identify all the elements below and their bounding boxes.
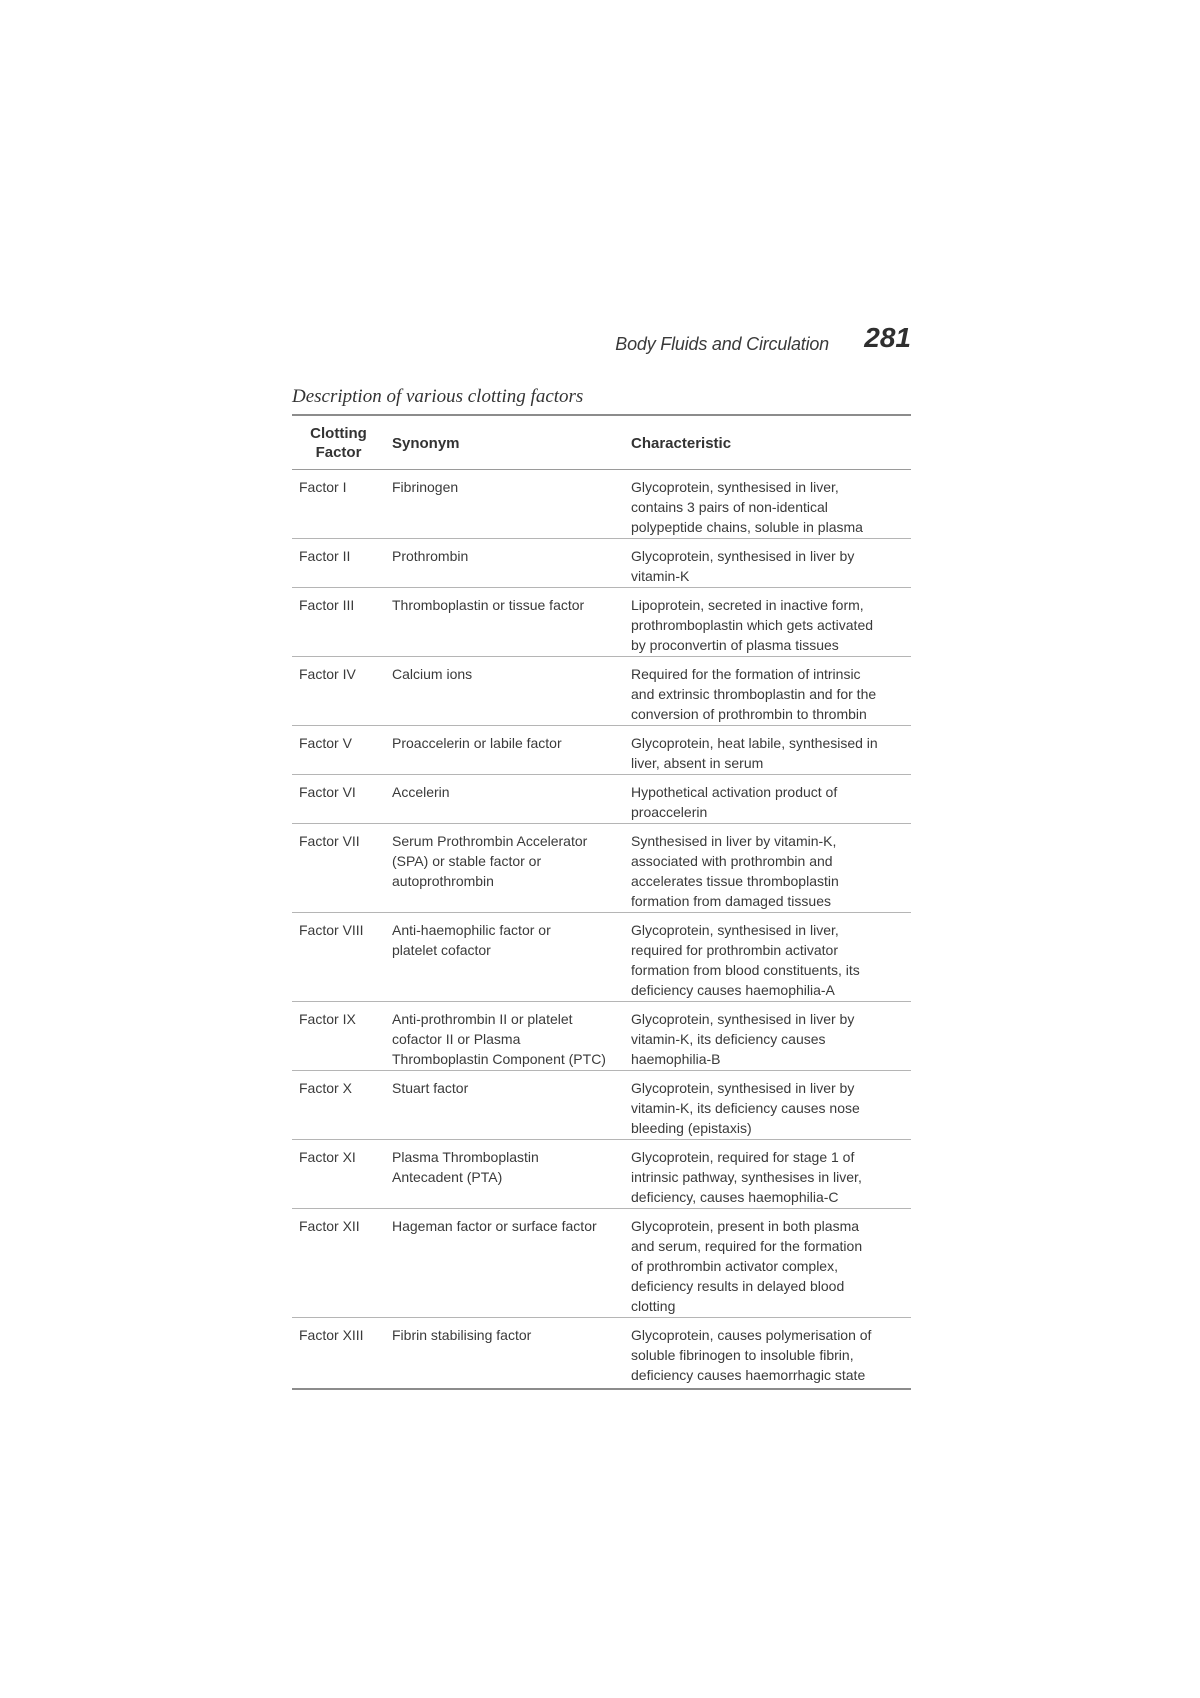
- characteristic-line: formation from blood constituents, its: [631, 962, 860, 978]
- page-header: [292, 322, 911, 362]
- characteristic-line: Glycoprotein, present in both plasma: [631, 1218, 860, 1234]
- cell-clotting-factor: Factor IX: [292, 1002, 385, 1071]
- table-row: [292, 588, 911, 657]
- cell-characteristic: [624, 539, 911, 588]
- characteristic-line: vitamin-K, its deficiency causes: [631, 1031, 826, 1047]
- cell-synonym: [385, 1318, 624, 1390]
- header-clotting-factor: [292, 415, 385, 470]
- header-synonym: Synonym: [385, 415, 624, 470]
- synonym-line: Anti-prothrombin II or platelet: [392, 1011, 573, 1027]
- synonym-line: Antecadent (PTA): [392, 1169, 503, 1185]
- table-caption: Description of various clotting factors: [292, 386, 584, 407]
- cell-synonym: [385, 726, 624, 775]
- characteristic-line: Glycoprotein, synthesised in liver by: [631, 548, 855, 564]
- synonym-line: Plasma Thromboplastin: [392, 1149, 539, 1165]
- cell-characteristic: [624, 726, 911, 775]
- cell-characteristic: [624, 1209, 911, 1318]
- running-title: Body Fluids and Circulation: [615, 334, 829, 354]
- synonym-line: Anti-haemophilic factor or: [392, 922, 551, 938]
- cell-clotting-factor: Factor V: [292, 726, 385, 775]
- cell-clotting-factor: Factor IV: [292, 657, 385, 726]
- synonym-line: Stuart factor: [392, 1080, 469, 1096]
- characteristic-line: Glycoprotein, synthesised in liver,: [631, 922, 839, 938]
- synonym-line: cofactor II or Plasma: [392, 1031, 521, 1047]
- characteristic-line: vitamin-K, its deficiency causes nose: [631, 1100, 860, 1116]
- characteristic-line: deficiency results in delayed blood: [631, 1278, 845, 1294]
- characteristic-line: Glycoprotein, required for stage 1 of: [631, 1149, 855, 1165]
- cell-synonym: [385, 913, 624, 1002]
- characteristic-line: Glycoprotein, synthesised in liver,: [631, 479, 839, 495]
- cell-clotting-factor: Factor X: [292, 1071, 385, 1140]
- cell-synonym: [385, 657, 624, 726]
- page-number: 281: [864, 322, 911, 353]
- characteristic-line: contains 3 pairs of non-identical: [631, 499, 828, 515]
- characteristic-line: polypeptide chains, soluble in plasma: [631, 519, 863, 535]
- cell-clotting-factor: Factor VI: [292, 775, 385, 824]
- synonym-line: Fibrinogen: [392, 479, 459, 495]
- characteristic-line: required for prothrombin activator: [631, 942, 838, 958]
- cell-characteristic: [624, 588, 911, 657]
- synonym-line: Thromboplastin or tissue factor: [392, 597, 585, 613]
- table-body: [292, 470, 911, 1390]
- table-row: [292, 1209, 911, 1318]
- header-clotting-factor-line1: Clotting: [310, 425, 367, 442]
- synonym-line: Accelerin: [392, 784, 450, 800]
- cell-characteristic: [624, 824, 911, 913]
- characteristic-line: and extrinsic thromboplastin and for the: [631, 686, 877, 702]
- synonym-line: Fibrin stabilising factor: [392, 1327, 532, 1343]
- characteristic-line: clotting: [631, 1298, 676, 1314]
- characteristic-line: liver, absent in serum: [631, 755, 764, 771]
- header-characteristic: Characteristic: [624, 415, 911, 470]
- characteristic-line: deficiency causes haemophilia-A: [631, 982, 835, 998]
- cell-clotting-factor: Factor III: [292, 588, 385, 657]
- characteristic-line: Required for the formation of intrinsic: [631, 666, 861, 682]
- table-row: [292, 824, 911, 913]
- table-row: [292, 657, 911, 726]
- characteristic-line: formation from damaged tissues: [631, 893, 831, 909]
- cell-synonym: [385, 470, 624, 539]
- synonym-line: Proaccelerin or labile factor: [392, 735, 562, 751]
- table-row: [292, 726, 911, 775]
- synonym-line: Hageman factor or surface factor: [392, 1218, 597, 1234]
- cell-characteristic: [624, 1002, 911, 1071]
- header-row: [292, 415, 911, 470]
- table-row: [292, 470, 911, 539]
- characteristic-line: Synthesised in liver by vitamin-K,: [631, 833, 837, 849]
- cell-characteristic: [624, 470, 911, 539]
- table-row: [292, 1002, 911, 1071]
- characteristic-line: proaccelerin: [631, 804, 708, 820]
- synonym-line: Prothrombin: [392, 548, 469, 564]
- characteristic-line: Hypothetical activation product of: [631, 784, 838, 800]
- synonym-line: (SPA) or stable factor or: [392, 853, 542, 869]
- characteristic-line: intrinsic pathway, synthesises in liver,: [631, 1169, 862, 1185]
- cell-clotting-factor: Factor I: [292, 470, 385, 539]
- clotting-factors-table-container: [292, 414, 911, 1390]
- characteristic-line: soluble fibrinogen to insoluble fibrin,: [631, 1347, 854, 1363]
- synonym-line: platelet cofactor: [392, 942, 491, 958]
- characteristic-line: by proconvertin of plasma tissues: [631, 637, 839, 653]
- cell-characteristic: [624, 657, 911, 726]
- table-row: [292, 913, 911, 1002]
- characteristic-line: deficiency, causes haemophilia-C: [631, 1189, 839, 1205]
- cell-clotting-factor: Factor XII: [292, 1209, 385, 1318]
- characteristic-line: haemophilia-B: [631, 1051, 721, 1067]
- characteristic-line: of prothrombin activator complex,: [631, 1258, 838, 1274]
- cell-synonym: [385, 775, 624, 824]
- characteristic-line: Glycoprotein, causes polymerisation of: [631, 1327, 872, 1343]
- characteristic-line: accelerates tissue thromboplastin: [631, 873, 839, 889]
- cell-clotting-factor: Factor VIII: [292, 913, 385, 1002]
- cell-clotting-factor: Factor VII: [292, 824, 385, 913]
- characteristic-line: conversion of prothrombin to thrombin: [631, 706, 867, 722]
- table-row: [292, 1140, 911, 1209]
- header-clotting-factor-line2: Factor: [315, 444, 362, 461]
- cell-synonym: [385, 588, 624, 657]
- table-row: [292, 1071, 911, 1140]
- cell-characteristic: [624, 1140, 911, 1209]
- characteristic-line: Glycoprotein, synthesised in liver by: [631, 1080, 855, 1096]
- characteristic-line: bleeding (epistaxis): [631, 1120, 752, 1136]
- cell-synonym: [385, 1002, 624, 1071]
- table-row: [292, 775, 911, 824]
- cell-synonym: [385, 824, 624, 913]
- table-row: [292, 1318, 911, 1390]
- cell-synonym: [385, 1140, 624, 1209]
- cell-characteristic: [624, 775, 911, 824]
- characteristic-line: and serum, required for the formation: [631, 1238, 863, 1254]
- table-row: [292, 539, 911, 588]
- synonym-line: Thromboplastin Component (PTC): [392, 1051, 606, 1067]
- cell-characteristic: [624, 913, 911, 1002]
- synonym-line: Calcium ions: [392, 666, 473, 682]
- table-header: [292, 415, 911, 470]
- cell-synonym: [385, 539, 624, 588]
- characteristic-line: Glycoprotein, synthesised in liver by: [631, 1011, 855, 1027]
- characteristic-line: Lipoprotein, secreted in inactive form,: [631, 597, 864, 613]
- cell-characteristic: [624, 1071, 911, 1140]
- cell-characteristic: [624, 1318, 911, 1390]
- cell-clotting-factor: Factor XI: [292, 1140, 385, 1209]
- characteristic-line: prothromboplastin which gets activated: [631, 617, 874, 633]
- characteristic-line: Glycoprotein, heat labile, synthesised in: [631, 735, 878, 751]
- cell-synonym: [385, 1071, 624, 1140]
- characteristic-line: associated with prothrombin and: [631, 853, 833, 869]
- clotting-factors-table: [292, 414, 911, 1390]
- synonym-line: Serum Prothrombin Accelerator: [392, 833, 588, 849]
- synonym-line: autoprothrombin: [392, 873, 494, 889]
- cell-clotting-factor: Factor XIII: [299, 1327, 364, 1343]
- cell-clotting-factor: Factor II: [292, 539, 385, 588]
- characteristic-line: vitamin-K: [631, 568, 690, 584]
- cell-synonym: [385, 1209, 624, 1318]
- characteristic-line: deficiency causes haemorrhagic state: [631, 1367, 866, 1383]
